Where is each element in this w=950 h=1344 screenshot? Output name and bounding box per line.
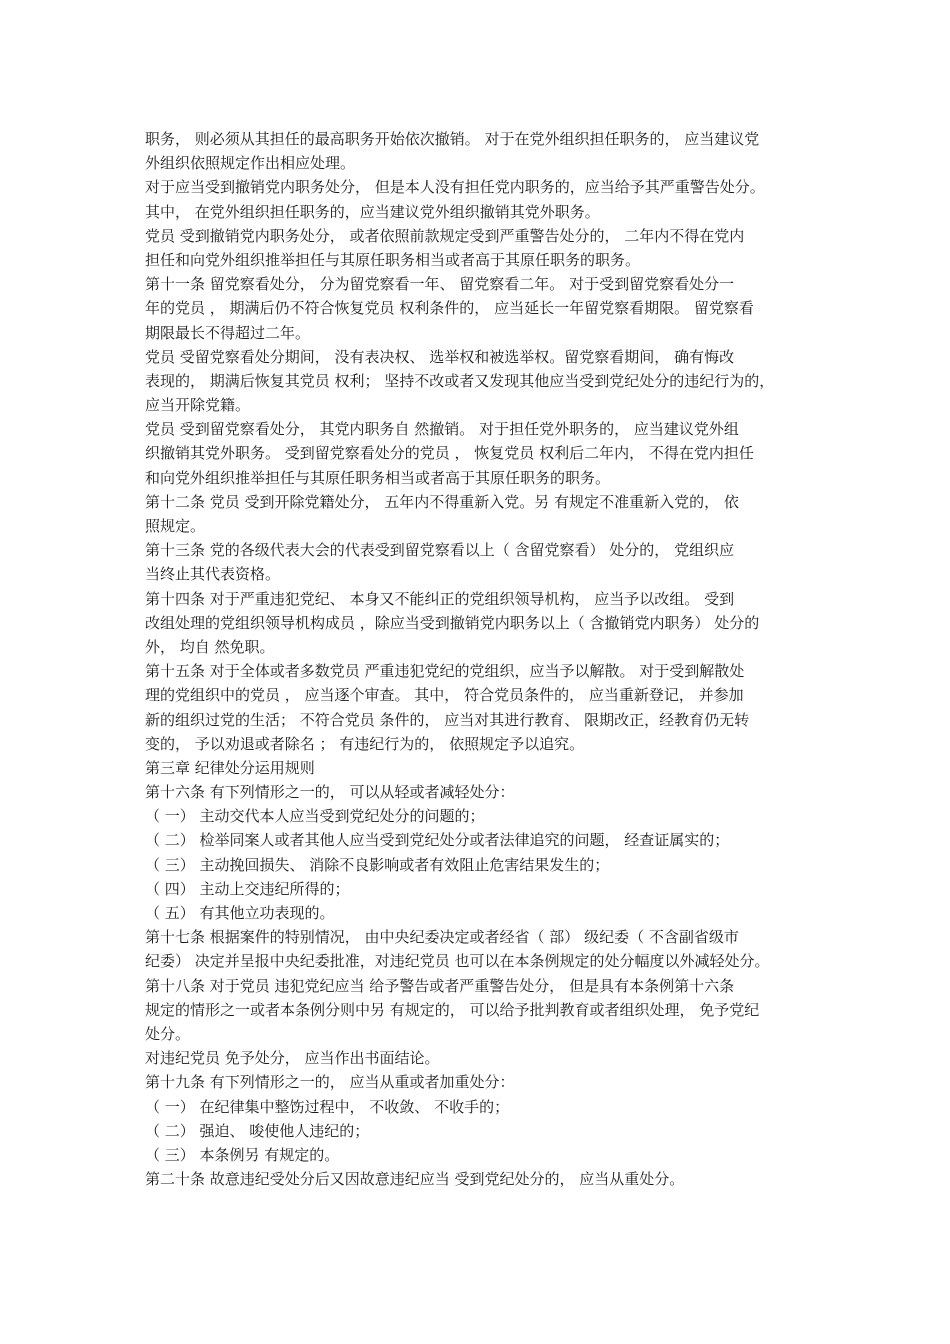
text-line: 期限最长不得超过二年。 [145, 323, 311, 342]
text-line: 党员 受到撤销党内职务处分， 或者依照前款规定受到严重警告处分的， 二年内不得在党内 [145, 226, 745, 245]
text-line: 照规定。 [145, 517, 206, 535]
text-line: 担任和向党外组织推举担任与其原任职务相当或者高于其原任职务的职务。 [145, 250, 641, 269]
text-line: 理的党组织中的党员 ， 应当逐个审查。 其中， 符合党员条件的， 应当重新登记， 并参加 [145, 686, 744, 705]
text-line: 对于应当受到撤销党内职务处分， 但是本人没有担任党内职务的，应当给予其严重警告处分。 [145, 178, 765, 197]
text-line: 和向党外组织推举担任与其原任职务相当或者高于其原任职务的职务。 [145, 468, 611, 487]
text-line: （ 五） 有其他立功表现的。 [145, 904, 335, 922]
text-line: 第十九条 有下列情形之一的， 应当从重或者加重处分： [145, 1073, 515, 1092]
text-line: （ 二） 强迫、 唆使他人违纪的； [145, 1121, 370, 1140]
text-line: 第十七条 根据案件的特别情况， 由中央纪委决定或者经省（ 部） 级纪委（ 不含副省级市 [145, 928, 739, 947]
text-line: 处分。 [145, 1024, 191, 1043]
text-line: 织撤销其党外职务。 受到留党察看处分的党员 ， 恢复党员 权利后二年内， 不得在党内担任 [145, 444, 754, 463]
text-line: 改组处理的党组织领导机构成员 ，除应当受到撤销党内职务以上（ 含撤销党内职务） 处分的 [145, 613, 760, 632]
text-line: 外组织依照规定作出相应处理。 [145, 154, 356, 173]
text-line: 第十三条 党的各级代表大会的代表受到留党察看以上（ 含留党察看） 处分的， 党组织应 [145, 541, 735, 560]
text-line: 新的组织过党的生活； 不符合党员 条件的， 应当对其进行教育、 限期改正，经教育仍无转 [145, 710, 750, 729]
text-line: 第十五条 对于全体或者多数党员 严重违犯党纪的党组织，应当予以解散。 对于受到解散处 [145, 662, 745, 681]
text-line: 其中， 在党外组织担任职务的，应当建议党外组织撤销其党外职务。 [145, 202, 600, 221]
text-line: 对违纪党员 免予处分， 应当作出书面结论。 [145, 1049, 440, 1068]
text-line: 第十八条 对于党员 违犯党纪应当 给予警告或者严重警告处分， 但是具有本条例第十六条 [145, 976, 735, 995]
text-line: 纪委） 决定并呈报中央纪委批准，对违纪党员 也可以在本条例规定的处分幅度以外减轻处分。 [145, 952, 770, 971]
text-line: 应当开除党籍。 [145, 396, 251, 415]
text-line: 第十一条 留党察看处分， 分为留党察看一年、 留党察看二年。 对于受到留党察看处分一 [145, 275, 735, 294]
text-line: 党员 受到留党察看处分， 其党内职务自 然撤销。 对于担任党外职务的， 应当建议党外组 [145, 420, 739, 439]
text-line: （ 四） 主动上交违纪所得的； [145, 879, 350, 898]
text-line: 第十四条 对于严重违犯党纪、 本身又不能纠正的党组织领导机构， 应当予以改组。 受到 [145, 589, 735, 608]
text-line: （ 一） 主动交代本人应当受到党纪处分的问题的； [145, 807, 485, 826]
text-line: 规定的情形之一或者本条例分则中另 有规定的， 可以给予批判教育或者组织处理， 免予党纪 [145, 1000, 760, 1019]
text-line: 表现的， 期满后恢复其党员 权利； 坚持不改或者又发现其他应当受到党纪处分的违纪行为的， [145, 371, 775, 390]
text-line: （ 二） 检举同案人或者其他人应当受到党纪处分或者法律追究的问题， 经查证属实的； [145, 831, 730, 850]
text-line: 年的党员 ， 期满后仍不符合恢复党员 权利条件的， 应当延长一年留党察看期限。 留党察看 [145, 299, 754, 318]
text-line: 第十六条 有下列情形之一的， 可以从轻或者减轻处分： [145, 783, 515, 802]
text-line: 当终止其代表资格。 [145, 565, 281, 584]
text-line: 外， 均自 然免职。 [145, 637, 275, 656]
text-line: （ 三） 本条例另 有规定的。 [145, 1145, 340, 1164]
text-line: （ 三） 主动挽回损失、 消除不良影响或者有效阻止危害结果发生的； [145, 855, 610, 874]
text-line: （ 一） 在纪律集中整饬过程中， 不收敛、 不收手的； [145, 1097, 510, 1116]
text-line: 第三章 纪律处分运用规则 [145, 758, 315, 777]
text-line: 党员 受留党察看处分期间， 没有表决权、 选举权和被选举权。留党察看期间， 确有悔改 [145, 347, 735, 366]
text-line: 职务， 则必须从其担任的最高职务开始依次撤销。 对于在党外组织担任职务的， 应当建议党 [145, 130, 760, 148]
text-line: 变的， 予以劝退或者除名 ； 有违纪行为的， 依照规定予以追究。 [145, 734, 585, 753]
text-line: 第二十条 故意违纪受处分后又因故意违纪应当 受到党纪处分的， 应当从重处分。 [145, 1170, 685, 1189]
document-body [145, 127, 810, 1191]
text-line: 第十二条 党员 受到开除党籍处分， 五年内不得重新入党。另 有规定不准重新入党的， 依 [145, 492, 739, 511]
